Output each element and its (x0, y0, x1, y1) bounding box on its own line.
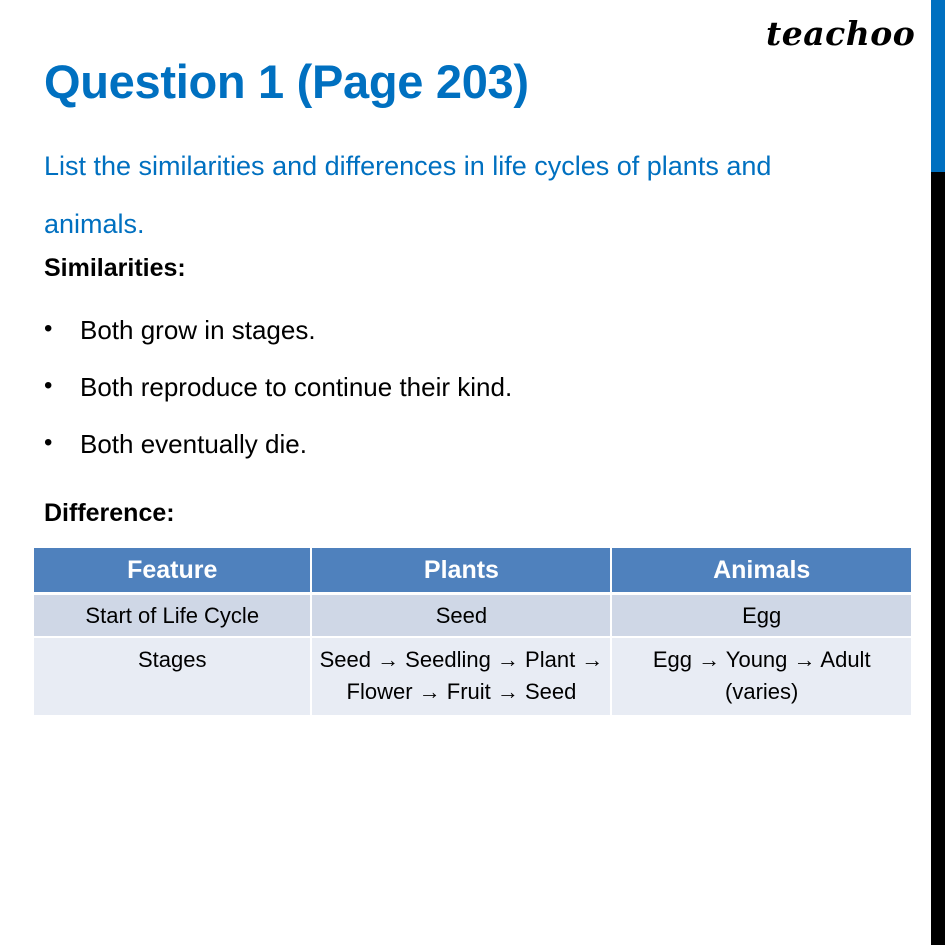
column-header-animals: Animals (612, 548, 911, 595)
side-accent-strip-blue (931, 0, 945, 172)
bullet-icon: • (44, 315, 53, 342)
bullet-icon: • (44, 429, 53, 456)
table-cell: Start of Life Cycle (34, 595, 312, 638)
table-cell: Egg (612, 595, 911, 638)
table-cell: Stages (34, 638, 312, 715)
teachoo-logo: teachoo (766, 14, 916, 53)
list-item-text: Both grow in stages. (80, 315, 316, 345)
table-row (34, 638, 911, 715)
table-cell: Seed → Seedling → Plant → Flower → Fruit → Seed (312, 638, 612, 715)
table-cell: Seed (312, 595, 612, 638)
bullet-icon: • (44, 372, 53, 399)
similarities-heading: Similarities: (44, 254, 186, 282)
page-title: Question 1 (Page 203) (44, 55, 529, 108)
side-accent-strip-black (931, 172, 945, 945)
difference-table (34, 548, 911, 715)
column-header-feature: Feature (34, 548, 312, 595)
table-cell: Egg → Young → Adult (varies) (612, 638, 911, 715)
table-row (34, 595, 911, 638)
column-header-plants: Plants (312, 548, 612, 595)
question-text: List the similarities and differences in life cycles of plants and animals. (44, 151, 772, 239)
difference-heading: Difference: (44, 499, 175, 527)
table-header-row (34, 548, 911, 595)
list-item-text: Both eventually die. (80, 429, 307, 459)
list-item-text: Both reproduce to continue their kind. (80, 372, 513, 402)
